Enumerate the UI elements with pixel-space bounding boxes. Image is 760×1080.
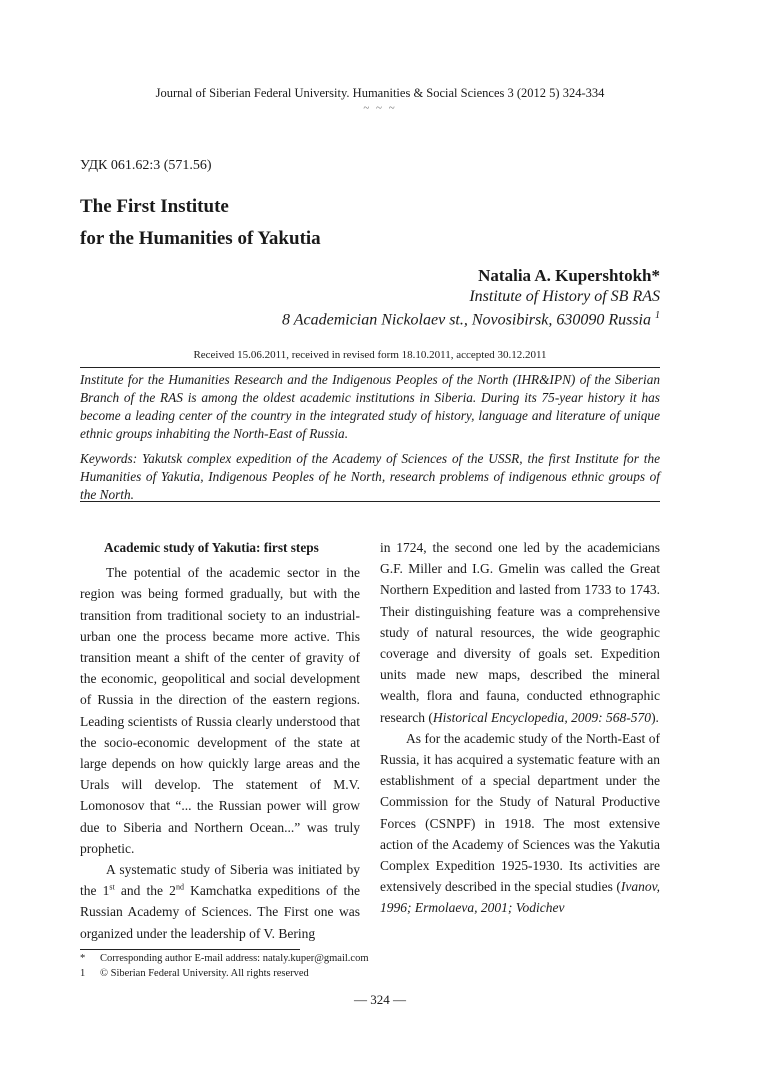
address-text: 8 Academician Nickolaev st., Novosibirsk, 630090 Russia	[282, 311, 651, 329]
citation: Historical Encyclopedia, 2009: 568-570	[432, 709, 652, 725]
text-run: ).	[651, 709, 659, 725]
text-run: in 1724, the second one led by the academicians G.F. Miller and I.G. Gmelin was called the Great Northern Expedition and lasted from 1733 to 1743. Their distinguishing feature was a comprehensive study of natural resources, the wide geographic coverage and diversity of goals set. Expedition units made new maps, described the mineral wealth, flora and fauna, conducted ethnographic research (	[380, 540, 660, 725]
section-title: Academic study of Yakutia: first steps	[104, 540, 319, 555]
paragraph	[80, 859, 360, 944]
citation: Ivanov, 1996; Ermolaeva, 2001; Vodichev	[380, 879, 660, 916]
paragraph	[380, 537, 660, 728]
footnote	[80, 968, 309, 979]
abstract-block	[80, 371, 660, 504]
abstract-bottom-rule	[80, 501, 660, 502]
udc-code: УДК 061.62:3 (571.56)	[80, 158, 212, 173]
header-ornament: ~ ~ ~	[363, 102, 397, 114]
footnote-text: Corresponding author E-mail address: nataly.kuper@gmail.com	[100, 953, 369, 964]
received-dates: Received 15.06.2011, received in revised form 18.10.2011, accepted 30.12.2011	[193, 349, 547, 361]
footnote	[80, 953, 369, 964]
journal-header: Journal of Siberian Federal University. Humanities & Social Sciences 3 (2012 5) 324-334	[155, 86, 605, 100]
superscript: st	[109, 882, 115, 892]
abstract-top-rule	[80, 367, 660, 368]
text-run: As for the academic study of the North-East of Russia, it has acquired a systematic feature with an establishment of a special department under the Commission for the Study of Natural Productive Forces (CSNPF) in 1918. The most extensive action of the Academy of Sciences was the Yakutia Complex Expedition 1925-1930. Its activities are extensively described in the special studies (	[380, 730, 660, 895]
text-run: Kamchatka expeditions of the Russian Academy of Sciences. The First one was organized under the leadership of V. Bering	[80, 883, 360, 941]
abstract-text: Institute for the Humanities Research and the Indigenous Peoples of the North (IHR&IPN) of the Siberian Branch of the RAS is among the oldest academic institutions in Siberia. During its 75-year history it has become a leading center of the country in the integrated study of history, language and literature of unique ethnic groups inhabiting the North-East of Russia.	[80, 372, 660, 441]
article-title-line1: The First Institute	[80, 196, 229, 217]
article-title-line2: for the Humanities of Yakutia	[80, 228, 321, 249]
paragraph	[380, 728, 660, 919]
footnote-text: © Siberian Federal University. All rights reserved	[100, 968, 309, 979]
author-name: Natalia A. Kupershtokh*	[478, 266, 660, 285]
text-run: A systematic study of Siberia was initiated by the 1	[80, 862, 360, 899]
paragraph: The potential of the academic sector in the region was being formed gradually, but with the transition from traditional society to an industrial-urban one the process became more active. This transition meant a shift of the center of gravity of the economic, geopolitical and social development of Russia in the direction of the eastern regions. Leading scientists of Russia clearly understood that the socio-economic development of the state at large depends on how quickly large areas and the Urals will develop. The statement of M.V. Lomonosov that “... the Russian power will grow due to Siberia and Northern Ocean...” was truly prophetic.	[80, 565, 360, 856]
keywords-text: Keywords: Yakutsk complex expedition of the Academy of Sciences of the USSR, the first Institute for the Humanities of Yakutia, Indigenous Peoples of he North, research problems of indigenous ethnic groups of the North.	[80, 451, 660, 502]
footnote-rule	[80, 949, 300, 950]
text-run: and the 2	[114, 883, 176, 899]
right-column	[380, 537, 660, 919]
superscript: nd	[175, 882, 184, 892]
left-column	[80, 537, 360, 944]
author-address	[282, 310, 660, 329]
footnote-mark: *	[80, 953, 86, 964]
footnote-mark: 1	[80, 968, 86, 979]
page-number: — 324 —	[354, 992, 406, 1007]
author-institute: Institute of History of SB RAS	[469, 288, 660, 305]
address-footnote-mark: 1	[655, 310, 660, 321]
